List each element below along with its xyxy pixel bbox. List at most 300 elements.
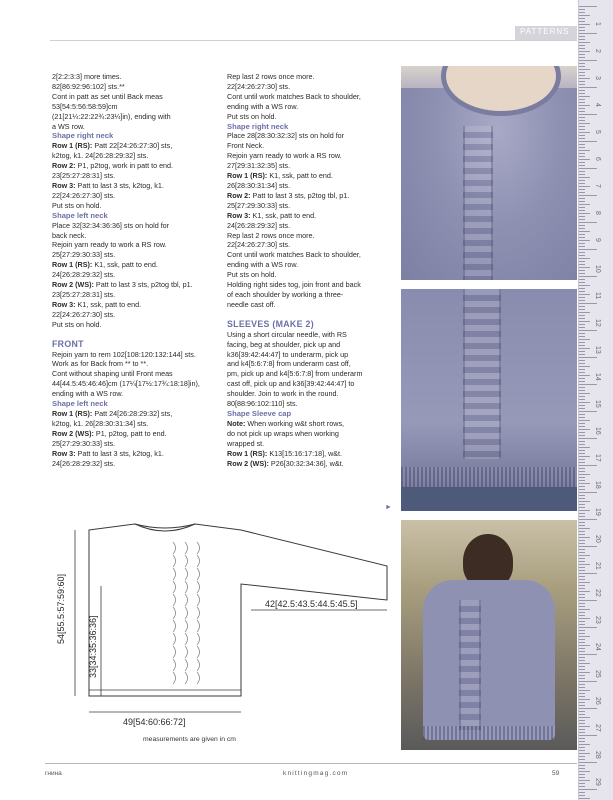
ruler-tick: [579, 534, 585, 535]
pattern-line: k2tog, k1. 24[26:28:29:32] sts.: [52, 151, 149, 161]
ruler-tick: [579, 609, 590, 610]
ruler-tick: [579, 495, 585, 496]
ruler-tick: [579, 729, 585, 730]
ruler-number: 8: [594, 211, 601, 215]
ruler-tick: [579, 165, 585, 166]
ruler-tick: [579, 474, 590, 475]
ruler-number: 16: [594, 427, 601, 435]
ruler-tick: [579, 108, 585, 109]
ruler-tick: [579, 351, 585, 352]
pattern-line: 2[2:2:3:3] more times.: [52, 72, 122, 81]
ruler-number: 1: [594, 22, 601, 26]
ruler-tick: [579, 537, 590, 538]
ruler-tick: [579, 279, 585, 280]
ruler-tick: [579, 675, 585, 676]
ruler-tick: [579, 60, 597, 61]
ruler-tick: [579, 234, 585, 235]
ruler-tick: [579, 705, 585, 706]
section-heading: Shape Sleeve cap: [227, 409, 292, 418]
ruler-tick: [579, 372, 585, 373]
ruler-tick: [579, 735, 597, 736]
pattern-line: 82[86:92:96:102] sts.**: [52, 81, 125, 91]
ruler-tick: [579, 201, 585, 202]
continue-arrow: ►: [385, 504, 392, 511]
ruler-tick: [579, 303, 597, 304]
ruler-tick: [579, 513, 585, 514]
pattern-line: 53[54:5:56:58:59]cm: [52, 101, 118, 111]
ruler-tick: [579, 6, 597, 7]
ruler-tick: [579, 795, 585, 796]
ruler-tick: [579, 570, 585, 571]
ruler-tick: [579, 309, 585, 310]
pattern-line: 23[25:27:28:31] sts.: [52, 171, 116, 181]
ruler-tick: [579, 297, 585, 298]
pattern-line: Work as for Back from ** to **.: [52, 359, 149, 369]
ruler-tick: [579, 549, 585, 550]
ruler-tick: [579, 687, 585, 688]
underarm-label: 33[34:35:36:36]: [88, 615, 98, 678]
ruler-tick: [579, 798, 590, 799]
ruler-tick: [579, 786, 585, 787]
ruler-tick: [579, 516, 585, 517]
ruler-tick: [579, 738, 585, 739]
ruler-tick: [579, 600, 597, 601]
ruler-tick: [579, 390, 585, 391]
ruler-number: 10: [594, 265, 601, 273]
ruler-tick: [579, 720, 585, 721]
ruler-tick: [579, 780, 590, 781]
ruler-tick: [579, 477, 585, 478]
ruler-tick: [579, 291, 585, 292]
ruler-tick: [579, 324, 585, 325]
ruler-tick: [579, 411, 597, 412]
pattern-line: 22[24:26:27:30] sts.: [52, 309, 116, 319]
ruler-tick: [579, 789, 597, 790]
pattern-line: Row 2 (WS): Patt to last 3 sts, p2tog tbl, p1.: [52, 280, 193, 290]
ruler-tick: [579, 576, 585, 577]
ruler-tick: [579, 591, 590, 592]
ruler-tick: [579, 222, 597, 223]
ruler-number: 19: [594, 508, 601, 516]
ruler-number: 5: [594, 130, 601, 134]
pattern-line: Row 1 (RS): K1, ssk, patt to end.: [52, 260, 158, 270]
ruler-tick: [579, 81, 585, 82]
pattern-line: Cont without shaping until Front meas: [52, 369, 173, 379]
ruler-tick: [579, 690, 590, 691]
ruler-tick: [579, 741, 585, 742]
pattern-line: Row 1 (RS): K1, ssk, patt to end.: [227, 171, 333, 181]
pattern-line: Row 2 (WS): P1, p2tog, patt to end.: [52, 428, 167, 438]
length-label: 54[55.5:57:59:60]: [56, 573, 66, 644]
pattern-line: Note: When working w&t short rows,: [227, 418, 345, 428]
ruler-tick: [579, 75, 585, 76]
pattern-line: 25[27:29:30:33] sts.: [52, 250, 116, 260]
ruler-tick: [579, 147, 585, 148]
ruler-number: 11: [594, 292, 601, 300]
ruler-tick: [579, 114, 597, 115]
row-label: Row 2 (WS):: [227, 458, 269, 468]
ruler-tick: [579, 39, 585, 40]
ruler-tick: [579, 723, 585, 724]
ruler-tick: [579, 774, 585, 775]
pattern-line: Rejoin yarn to rem 102[108:120:132:144] sts.: [52, 349, 196, 359]
ruler-tick: [579, 252, 585, 253]
pattern-line: Put sts on hold.: [227, 111, 277, 121]
row-label: Row 2:: [52, 161, 76, 171]
ruler-number: 29: [594, 778, 601, 786]
pattern-line: back neck.: [52, 230, 87, 240]
ruler-tick: [579, 525, 585, 526]
pattern-line: 80[88:96:102:110] sts.: [227, 399, 298, 409]
pattern-line: Rejoin yarn ready to work a RS row.: [227, 151, 342, 161]
pattern-line: 25[27:29:30:33] sts.: [52, 438, 116, 448]
ruler-tick: [579, 105, 590, 106]
ruler-tick: [579, 333, 585, 334]
ruler-number: 13: [594, 346, 601, 354]
ruler-tick: [579, 30, 585, 31]
ruler-tick: [579, 669, 585, 670]
pattern-line: 23[25:27:28:31] sts.: [52, 289, 116, 299]
ruler-tick: [579, 189, 585, 190]
ruler-number: 18: [594, 481, 601, 489]
ruler-tick: [579, 144, 585, 145]
section-heading: Shape left neck: [52, 210, 108, 220]
ruler-tick: [579, 666, 585, 667]
pattern-line: cast off, pick up and k36[39:42:44:47] to: [227, 379, 355, 389]
ruler-tick: [579, 483, 590, 484]
pattern-line: 22[24:26:27:30] sts.: [227, 81, 291, 91]
ruler-tick: [579, 792, 585, 793]
pattern-column-2: [227, 72, 397, 468]
ruler-tick: [579, 573, 597, 574]
ruler-tick: [579, 90, 585, 91]
footer-site: knittingmag.com: [283, 770, 349, 777]
sleeve-length-label: 42[42.5:43.5:44.5:45.5]: [265, 599, 358, 609]
pattern-line: Row 3: K1, ssk, patt to end.: [52, 299, 142, 309]
pattern-line: Put sts on hold.: [227, 270, 277, 280]
ruler-tick: [579, 129, 585, 130]
ruler-number: 20: [594, 535, 601, 543]
ruler-tick: [579, 564, 590, 565]
pattern-line: Row 3: Patt to last 3 sts, k2tog, k1.: [52, 180, 164, 190]
row-label: Row 2 (WS):: [52, 428, 94, 438]
pattern-line: Rep last 2 rows once more.: [227, 72, 315, 81]
pattern-line: a WS row.: [52, 121, 85, 131]
ruler-tick: [579, 759, 585, 760]
ruler-tick: [579, 489, 585, 490]
section-heading: Shape left neck: [52, 399, 108, 409]
ruler-tick: [579, 300, 585, 301]
ruler-tick: [579, 384, 597, 385]
ruler-number: 4: [594, 103, 601, 107]
row-label: Row 1 (RS):: [52, 409, 93, 418]
ruler-number: 21: [594, 562, 601, 570]
ruler-tick: [579, 330, 597, 331]
ruler-tick: [579, 51, 590, 52]
ruler-tick: [579, 645, 590, 646]
ruler-tick: [579, 306, 585, 307]
ruler-tick: [579, 24, 590, 25]
ruler-tick: [579, 9, 585, 10]
row-label: Row 1 (RS):: [52, 260, 93, 270]
pattern-line: 44[44.5:45:46:46]cm (17¼[17½:17¾:18:18]in),: [52, 379, 200, 389]
ruler-tick: [579, 339, 590, 340]
ruler-tick: [579, 447, 590, 448]
ruler-tick: [579, 747, 585, 748]
ruler-tick: [579, 348, 590, 349]
ruler-tick: [579, 567, 585, 568]
ruler-tick: [579, 441, 585, 442]
ruler-tick: [579, 78, 590, 79]
ruler-tick: [579, 360, 585, 361]
ruler-tick: [579, 768, 585, 769]
ruler-tick: [579, 444, 585, 445]
ruler-tick: [579, 699, 590, 700]
ruler-tick: [579, 621, 585, 622]
pattern-line: Using a short circular needle, with RS: [227, 329, 347, 339]
ruler-tick: [579, 276, 597, 277]
ruler-tick: [579, 174, 585, 175]
ruler-number: 25: [594, 670, 601, 678]
ruler-tick: [579, 639, 585, 640]
pattern-line: 26[28:30:31:34] sts.: [227, 180, 291, 190]
ruler-tick: [579, 156, 585, 157]
section-tab: [515, 26, 577, 40]
ruler-tick: [579, 117, 585, 118]
ruler-tick: [579, 453, 585, 454]
ruler-number: 12: [594, 319, 601, 327]
ruler-tick: [579, 519, 597, 520]
ruler-tick: [579, 555, 590, 556]
ruler-tick: [579, 126, 585, 127]
ruler-tick: [579, 162, 585, 163]
ruler-tick: [579, 753, 590, 754]
ruler-tick: [579, 153, 585, 154]
ruler-tick: [579, 195, 597, 196]
row-label: Row 1 (RS):: [227, 171, 268, 181]
ruler-tick: [579, 378, 585, 379]
pattern-line: Row 2 (WS): P26[30:32:34:36], w&t.: [227, 458, 344, 468]
sweater-neckline-photo: [401, 66, 577, 280]
ruler-tick: [579, 87, 597, 88]
ruler-tick: [579, 12, 585, 13]
ruler-tick: [579, 327, 585, 328]
ruler-tick: [579, 27, 585, 28]
major-heading: FRONT: [52, 338, 84, 349]
ruler-tick: [579, 543, 585, 544]
width-label: 49[54:60:66:72]: [123, 717, 186, 727]
ruler-tick: [579, 465, 597, 466]
pattern-line: Rep last 2 rows once more.: [227, 230, 315, 240]
pattern-line: Cont until work matches Back to shoulder,: [227, 91, 361, 101]
ruler-tick: [579, 369, 585, 370]
ruler-tick: [579, 654, 597, 655]
ruler-tick: [579, 777, 585, 778]
ruler-tick: [579, 405, 585, 406]
ruler-tick: [579, 321, 590, 322]
ruler-tick: [579, 192, 585, 193]
ruler-number: 17: [594, 454, 601, 462]
pattern-line: Row 1 (RS): Patt 24[26:28:29:32] sts,: [52, 409, 173, 418]
ruler-tick: [579, 540, 585, 541]
pattern-line: Holding right sides tog, join front and back: [227, 280, 361, 290]
pattern-line: and k4[5:6:7:8] from underarm cast off,: [227, 359, 351, 369]
ruler-tick: [579, 207, 585, 208]
section-label: PATTERNS: [520, 27, 570, 36]
pattern-line: Rejoin yarn ready to work a RS row.: [52, 240, 167, 250]
ruler-tick: [579, 225, 585, 226]
ruler-tick: [579, 651, 585, 652]
ruler-tick: [579, 240, 590, 241]
ruler-tick: [579, 210, 585, 211]
section-heading: Shape right neck: [52, 131, 114, 141]
pattern-line: ending with a WS row.: [227, 260, 299, 270]
ruler-tick: [579, 531, 585, 532]
ruler-tick: [579, 423, 585, 424]
ruler-tick: [579, 69, 590, 70]
ruler-tick: [579, 399, 585, 400]
pattern-line: do not pick up wraps when working: [227, 428, 339, 438]
ruler-tick: [579, 561, 585, 562]
pattern-line: 25[27:29:30:33] sts.: [227, 200, 291, 210]
ruler-tick: [579, 648, 585, 649]
pattern-line: needle cast off.: [227, 299, 276, 309]
ruler-number: 28: [594, 751, 601, 759]
ruler-tick: [579, 618, 590, 619]
pattern-line: Row 3: Patt to last 3 sts, k2tog, k1.: [52, 448, 164, 458]
pattern-line: k2tog, k1. 26[28:30:31:34] sts.: [52, 418, 149, 428]
ruler-tick: [579, 93, 585, 94]
ruler-tick: [579, 468, 585, 469]
ruler-tick: [579, 501, 590, 502]
ruler-number: 22: [594, 589, 601, 597]
pattern-line: 24[26:28:29:32] sts.: [52, 458, 116, 468]
ruler-tick: [579, 213, 590, 214]
row-label: Row 2:: [227, 190, 251, 200]
pattern-line: Cont in patt as set until Back meas: [52, 91, 163, 101]
ruler-tick: [579, 285, 590, 286]
ruler-tick: [579, 504, 585, 505]
footer-left: гнина: [45, 770, 62, 777]
ruler-tick: [579, 111, 585, 112]
ruler-tick: [579, 177, 590, 178]
ruler-tick: [579, 33, 597, 34]
pattern-line: Row 1 (RS): Patt 22[24:26:27:30] sts,: [52, 141, 173, 151]
ruler-tick: [579, 159, 590, 160]
ruler-tick: [579, 552, 585, 553]
ruler-tick: [579, 636, 590, 637]
pattern-line: shoulder. Join to work in the round.: [227, 389, 339, 399]
ruler-tick: [579, 96, 590, 97]
ruler-tick: [579, 612, 585, 613]
row-label: Row 1 (RS):: [227, 448, 268, 458]
ruler-tick: [579, 387, 585, 388]
ruler-tick: [579, 132, 590, 133]
ruler-tick: [579, 72, 585, 73]
ruler-tick: [579, 375, 590, 376]
ruler-tick: [579, 141, 597, 142]
ruler-tick: [579, 261, 585, 262]
ruler-tick: [579, 429, 590, 430]
ruler-tick: [579, 624, 585, 625]
ruler-tick: [579, 243, 585, 244]
ruler-tick: [579, 258, 590, 259]
ruler-tick: [579, 249, 597, 250]
ruler-tick: [579, 528, 590, 529]
measuring-ruler: [578, 0, 613, 800]
ruler-tick: [579, 66, 585, 67]
ruler-tick: [579, 36, 585, 37]
ruler-tick: [579, 693, 585, 694]
ruler-tick: [579, 336, 585, 337]
ruler-tick: [579, 228, 585, 229]
pattern-line: Row 3: K1, ssk, patt to end.: [227, 210, 317, 220]
ruler-tick: [579, 150, 590, 151]
ruler-tick: [579, 123, 590, 124]
ruler-tick: [579, 522, 585, 523]
ruler-tick: [579, 168, 597, 169]
ruler-tick: [579, 546, 597, 547]
ruler-tick: [579, 354, 585, 355]
ruler-tick: [579, 345, 585, 346]
ruler-number: 15: [594, 400, 601, 408]
ruler-tick: [579, 696, 585, 697]
ruler-tick: [579, 414, 585, 415]
ruler-tick: [579, 726, 590, 727]
ruler-tick: [579, 99, 585, 100]
pattern-line: pm, pick up and k4[5:6:7:8] from underarm: [227, 369, 363, 379]
pattern-line: k36[39:42:44:47] to underarm, pick up: [227, 349, 349, 359]
pattern-line: Row 1 (RS): K13[15:16:17:18], w&t.: [227, 448, 343, 458]
pattern-line: ending with a WS row.: [227, 101, 299, 111]
ruler-tick: [579, 681, 597, 682]
pattern-line: of each shoulder by working a three-: [227, 289, 344, 299]
pattern-line: 22[24:26:27:30] sts.: [52, 190, 116, 200]
pattern-line: Place 32[32:34:36:36] sts on hold for: [52, 220, 170, 230]
ruler-tick: [579, 420, 590, 421]
ruler-tick: [579, 492, 597, 493]
ruler-tick: [579, 381, 585, 382]
ruler-tick: [579, 48, 585, 49]
pattern-line: ending with a WS row.: [52, 389, 124, 399]
ruler-tick: [579, 459, 585, 460]
ruler-tick: [579, 219, 585, 220]
pattern-line: facing, beg at shoulder, pick up and: [227, 339, 341, 349]
ruler-tick: [579, 615, 585, 616]
ruler-tick: [579, 783, 585, 784]
ruler-tick: [579, 672, 590, 673]
ruler-tick: [579, 237, 585, 238]
row-label: Row 3:: [52, 180, 76, 190]
ruler-tick: [579, 456, 590, 457]
ruler-tick: [579, 270, 585, 271]
ruler-tick: [579, 426, 585, 427]
pattern-column-1: [52, 72, 222, 468]
ruler-tick: [579, 771, 590, 772]
ruler-tick: [579, 606, 585, 607]
ruler-tick: [579, 588, 585, 589]
ruler-tick: [579, 702, 585, 703]
pattern-line: 24[26:28:29:32] sts.: [227, 220, 291, 230]
ruler-number: 6: [594, 157, 601, 161]
ruler-tick: [579, 582, 590, 583]
ruler-tick: [579, 231, 590, 232]
ruler-tick: [579, 633, 585, 634]
ruler-tick: [579, 363, 585, 364]
row-label: Row 3:: [227, 210, 251, 220]
ruler-tick: [579, 54, 585, 55]
ruler-tick: [579, 744, 590, 745]
